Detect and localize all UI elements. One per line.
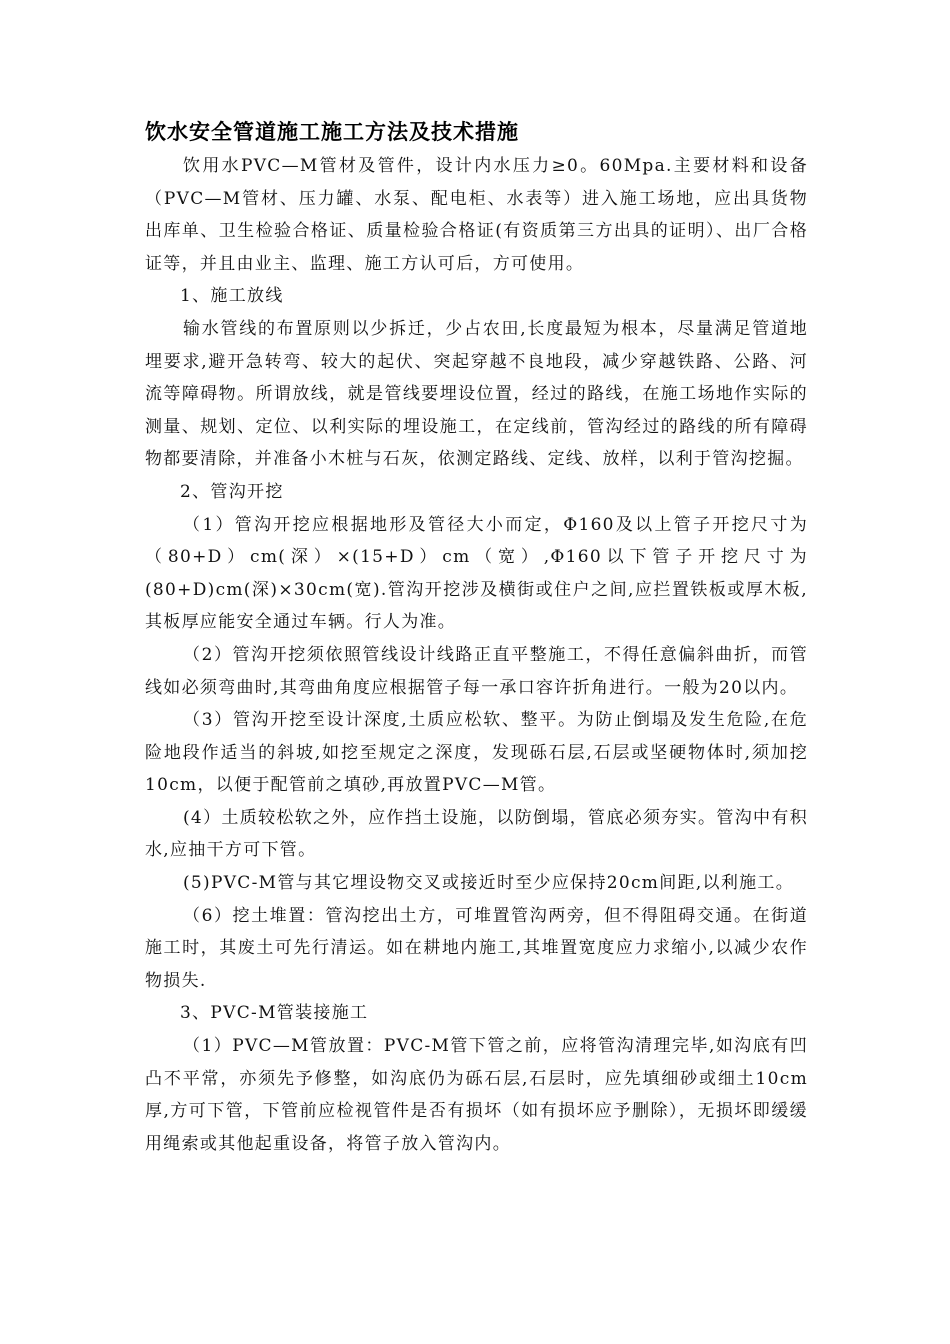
body-paragraph: （1）管沟开挖应根据地形及管径大小而定，Φ160及以上管子开挖尺寸为（80+D）cm(深）×(15+D）cm（宽）,Φ160以下管子开挖尺寸为(80+D)cm(深)×30cm(宽).管沟开挖涉及横街或住户之间,应拦置铁板或厚木板,其板厚应能安全通过车辆。行人为准。 [145, 514, 808, 633]
section-heading-1: 1、施工放线 [180, 286, 284, 307]
document-title: 饮水安全管道施工施工方法及技术措施 [145, 120, 519, 144]
body-paragraph: 输水管线的布置原则以少拆迁，少占农田,长度最短为根本，尽量满足管道地埋要求,避开急转弯、较大的起伏、突起穿越不良地段，减少穿越铁路、公路、河流等障碍物。所谓放线，就是管线要埋设位置，经过的路线，在施工场地作实际的测量、规划、定位、以利实际的埋设施工，在定线前，管沟经过的路线的所有障碍物都要清除，并准备小木桩与石灰，依测定路线、定线、放样，以利于管沟挖掘。 [145, 318, 808, 470]
body-paragraph: （6）挖土堆置：管沟挖出土方，可堆置管沟两旁，但不得阻碍交通。在街道施工时，其废土可先行清运。如在耕地内施工,其堆置宽度应力求缩小,以减少农作物损失. [145, 905, 808, 991]
body-paragraph: (5)PVC-M管与其它埋设物交叉或接近时至少应保持20cm间距,以利施工。 [183, 873, 795, 894]
body-paragraph: （1）PVC—M管放置：PVC-M管下管之前，应将管沟清理完毕,如沟底有凹凸不平常，亦须先予修整，如沟底仍为砾石层,石层时，应先填细砂或细土10cm厚,方可下管，下管前应检视管件是否有损坏（如有损坏应予删除），无损坏即缓缓用绳索或其他起重设备，将管子放入管沟内。 [145, 1036, 808, 1154]
body-paragraph: （2）管沟开挖须依照管线设计线路正直平整施工，不得任意偏斜曲折，而管线如必须弯曲时,其弯曲角度应根据管子每一承口容许折角进行。一般为20以内。 [145, 644, 808, 698]
document-body [145, 150, 808, 1160]
intro-paragraph: 饮用水PVC—M管材及管件，设计内水压力≥0。60Mpa.主要材料和设备（PVC—M管材、压力罐、水泵、配电柜、水表等）进入施工场地，应出具货物出库单、卫生检验合格证、质量检验合格证(有资质第三方出具的证明）、出厂合格证等，并且由业主、监理、施工方认可后，方可使用。 [145, 156, 808, 274]
body-paragraph: (4）土质较松软之外，应作挡土设施，以防倒塌，管底必须夯实。管沟中有积水,应抽干方可下管。 [145, 807, 808, 861]
section-heading-3: 3、PVC-M管装接施工 [180, 1003, 369, 1024]
body-paragraph: （3）管沟开挖至设计深度,土质应松软、整平。为防止倒塌及发生危险,在危险地段作适当的斜坡,如挖至规定之深度，发现砾石层,石层或坚硬物体时,须加挖10cm，以便于配管前之填砂,再放置PVC—M管。 [145, 710, 808, 796]
section-heading-2: 2、管沟开挖 [180, 481, 284, 502]
